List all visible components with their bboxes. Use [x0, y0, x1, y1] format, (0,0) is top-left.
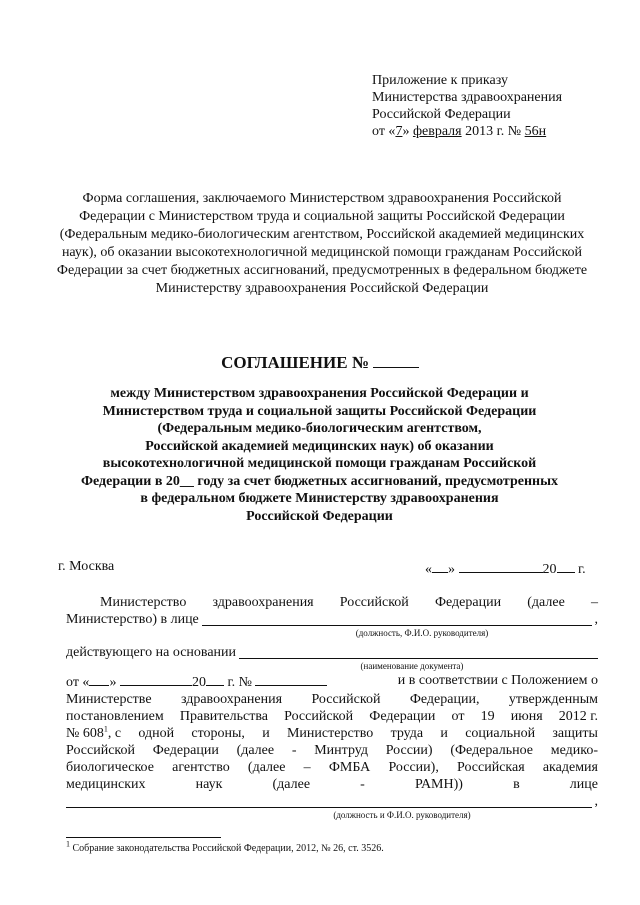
body-line-10: медицинских наук (далее - РАМН)) в лице	[66, 777, 598, 792]
order-number: 56н	[524, 124, 547, 139]
caption-position-name: (должность, Ф.И.О. руководителя)	[355, 628, 489, 638]
official-blank-2	[66, 793, 592, 808]
signing-date: « » 20 г.	[425, 559, 586, 578]
appendix-header	[372, 72, 602, 140]
caption-document-name: (наименование документа)	[360, 661, 464, 671]
body-line-6: постановлением Правительства Российской Федерации от 19 июня 2012 г.	[66, 709, 598, 724]
form-title: Форма соглашения, заключаемого Министерством здравоохранения Российской Федерации с Министерством труда и социальной защиты Российской Федерации (Федеральным медико-биологическим агентством, Российской академией медицинских наук), об оказании высокотехнологичной медицинской помощи гражданам Российской Федерации за счет бюджетных ассигнований, предусмотренных в федеральном бюджете Министерству здравоохранения Российской Федерации	[56, 191, 588, 296]
appendix-line-1: Приложение к приказу	[372, 73, 508, 88]
appendix-date-line: от «7» февраля 2013 г. № 56н	[372, 124, 547, 139]
body-paragraph-start	[66, 594, 598, 639]
month-blank	[459, 559, 543, 573]
body-basis	[66, 644, 598, 672]
appendix-line-3: Российской Федерации	[372, 107, 511, 122]
order-day: 7	[395, 124, 403, 139]
body-line-11: ,	[66, 793, 598, 810]
place-of-signing: г. Москва	[58, 559, 115, 574]
body-line-2: Министерство) в лице ,	[66, 612, 598, 627]
order-month: февраля	[412, 124, 462, 139]
appendix-line-2: Министерства здравоохранения	[372, 90, 563, 105]
body-line-5: Министерстве здравоохранения Российской Федерации, утвержденным	[66, 692, 598, 707]
agreement-subtitle: между Министерством здравоохранения Российской Федерации и Министерством труда и социальной защиты Российской Федерации (Федеральным медико-биологическим агентством, Российской академией медицинских наук) об оказании высокотехнологичной медицинской помощи гражданам Российской Федерации в 20__ году за счет бюджетных ассигнований, предусмотренных в федеральном бюджете Министерству здравоохранения Российской Федерации	[80, 386, 559, 524]
footnote: $^1$ Собрание законодательства Российской Федерации, 2012, № 26, ст. 3526.	[66, 839, 384, 854]
agreement-heading: СОГЛАШЕНИЕ №	[0, 353, 640, 373]
body-line-9: биологическое агентство (далее – ФМБА России), Российская академия	[66, 760, 598, 775]
day-blank	[432, 559, 448, 573]
body-paragraph-rest	[66, 672, 598, 821]
body-line-8: Российской Федерации (далее - Минтруд России) (Федеральное медико-	[66, 743, 598, 758]
body-line-1: Министерство здравоохранения Российской Федерации (далее –	[100, 595, 598, 610]
document-name-blank	[239, 644, 598, 659]
footnote-ref: 1	[103, 724, 108, 734]
official-blank-1	[202, 611, 592, 626]
agreement-number-blank	[373, 353, 419, 368]
caption-position-name-2: (должность и Ф.И.О. руководителя)	[333, 810, 471, 820]
body-line-7: № $608^1$, с одной стороны, и Министерство труда и социальной защиты	[66, 724, 598, 741]
body-line-4: от « » 20 г. № и в соответствии с Положением о	[66, 673, 598, 690]
body-line-3: действующего на основании	[66, 644, 598, 661]
year-blank	[557, 559, 575, 573]
footnote-separator	[66, 837, 221, 838]
